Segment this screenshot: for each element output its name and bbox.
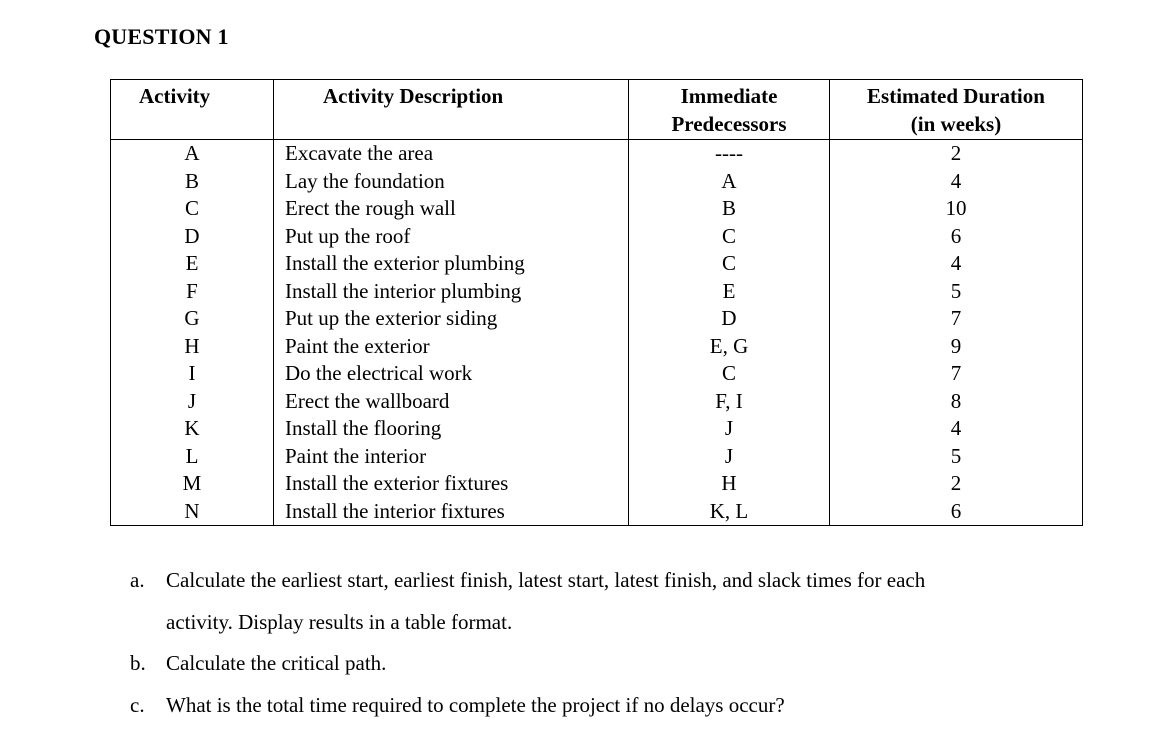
predecessors-cell: ----: [629, 140, 830, 168]
table-row: [111, 498, 1083, 526]
description-cell: Install the flooring: [274, 415, 629, 443]
question-text: Calculate the earliest start, earliest finish, latest start, latest finish, and slack times for each: [166, 568, 926, 592]
activity-cell: M: [111, 470, 274, 498]
question-label: c.: [130, 692, 145, 717]
table-row: [111, 223, 1083, 251]
duration-cell: 9: [830, 333, 1083, 361]
description-cell: Paint the interior: [274, 443, 629, 471]
question-item: [130, 685, 1160, 727]
question-label: a.: [130, 568, 145, 592]
table-row: [111, 250, 1083, 278]
predecessors-cell: B: [629, 195, 830, 223]
question-item: [130, 560, 1160, 602]
predecessors-cell: D: [629, 305, 830, 333]
predecessors-cell: F, I: [629, 388, 830, 416]
activity-cell: L: [111, 443, 274, 471]
header-predecessors: [629, 80, 830, 140]
activity-cell: N: [111, 498, 274, 526]
predecessors-cell: J: [629, 443, 830, 471]
question-text: Calculate the critical path.: [166, 651, 387, 675]
duration-cell: 7: [830, 360, 1083, 388]
duration-cell: 6: [830, 223, 1083, 251]
description-cell: Put up the roof: [274, 223, 629, 251]
header-activity: Activity: [111, 80, 274, 140]
predecessors-cell: A: [629, 168, 830, 196]
description-cell: Erect the wallboard: [274, 388, 629, 416]
predecessors-cell: C: [629, 360, 830, 388]
activity-cell: D: [111, 223, 274, 251]
description-cell: Excavate the area: [274, 140, 629, 168]
table-row: [111, 443, 1083, 471]
activity-cell: B: [111, 168, 274, 196]
header-duration-line2: (in weeks): [910, 112, 1002, 136]
header-duration-line1: Estimated Duration: [867, 84, 1045, 108]
question-text: What is the total time required to complete the project if no delays occur?: [166, 692, 785, 717]
predecessors-cell: C: [629, 250, 830, 278]
question-item: [130, 602, 1160, 644]
table-row: [111, 360, 1083, 388]
question-title: QUESTION 1: [94, 24, 229, 49]
table-row: [111, 333, 1083, 361]
description-cell: Erect the rough wall: [274, 195, 629, 223]
description-cell: Install the exterior fixtures: [274, 470, 629, 498]
table-row: [111, 195, 1083, 223]
table-row: [111, 168, 1083, 196]
duration-cell: 4: [830, 415, 1083, 443]
duration-cell: 2: [830, 140, 1083, 168]
header-predecessors-line2: Predecessors: [671, 112, 787, 136]
description-cell: Install the exterior plumbing: [274, 250, 629, 278]
description-cell: Install the interior fixtures: [274, 498, 629, 526]
table-row: [111, 278, 1083, 306]
duration-cell: 7: [830, 305, 1083, 333]
description-cell: Do the electrical work: [274, 360, 629, 388]
description-cell: Install the interior plumbing: [274, 278, 629, 306]
duration-cell: 4: [830, 250, 1083, 278]
activity-cell: K: [111, 415, 274, 443]
duration-cell: 5: [830, 443, 1083, 471]
header-description: Activity Description: [274, 80, 629, 140]
duration-cell: 5: [830, 278, 1083, 306]
predecessors-cell: C: [629, 223, 830, 251]
duration-cell: 2: [830, 470, 1083, 498]
table-row: [111, 305, 1083, 333]
table-row: [111, 415, 1083, 443]
table-row: [111, 470, 1083, 498]
predecessors-cell: H: [629, 470, 830, 498]
duration-cell: 4: [830, 168, 1083, 196]
header-predecessors-line1: Immediate: [680, 84, 778, 108]
duration-cell: 10: [830, 195, 1083, 223]
header-duration: [830, 80, 1083, 140]
predecessors-cell: J: [629, 415, 830, 443]
activity-cell: I: [111, 360, 274, 388]
predecessors-cell: K, L: [629, 498, 830, 526]
description-cell: Lay the foundation: [274, 168, 629, 196]
question-list: [130, 560, 1160, 726]
activity-cell: C: [111, 195, 274, 223]
table-row: [111, 140, 1083, 168]
activity-cell: F: [111, 278, 274, 306]
activity-cell: J: [111, 388, 274, 416]
table-header-row: [111, 80, 1083, 140]
activity-cell: E: [111, 250, 274, 278]
activity-cell: H: [111, 333, 274, 361]
description-cell: Put up the exterior siding: [274, 305, 629, 333]
duration-cell: 8: [830, 388, 1083, 416]
activity-cell: G: [111, 305, 274, 333]
description-cell: Paint the exterior: [274, 333, 629, 361]
question-label: b.: [130, 651, 146, 675]
table-row: [111, 388, 1083, 416]
activity-cell: A: [111, 140, 274, 168]
predecessors-cell: E: [629, 278, 830, 306]
question-text: activity. Display results in a table format.: [166, 609, 513, 634]
question-item: [130, 643, 1160, 685]
duration-cell: 6: [830, 498, 1083, 526]
predecessors-cell: E, G: [629, 333, 830, 361]
activity-table: [110, 79, 1083, 526]
